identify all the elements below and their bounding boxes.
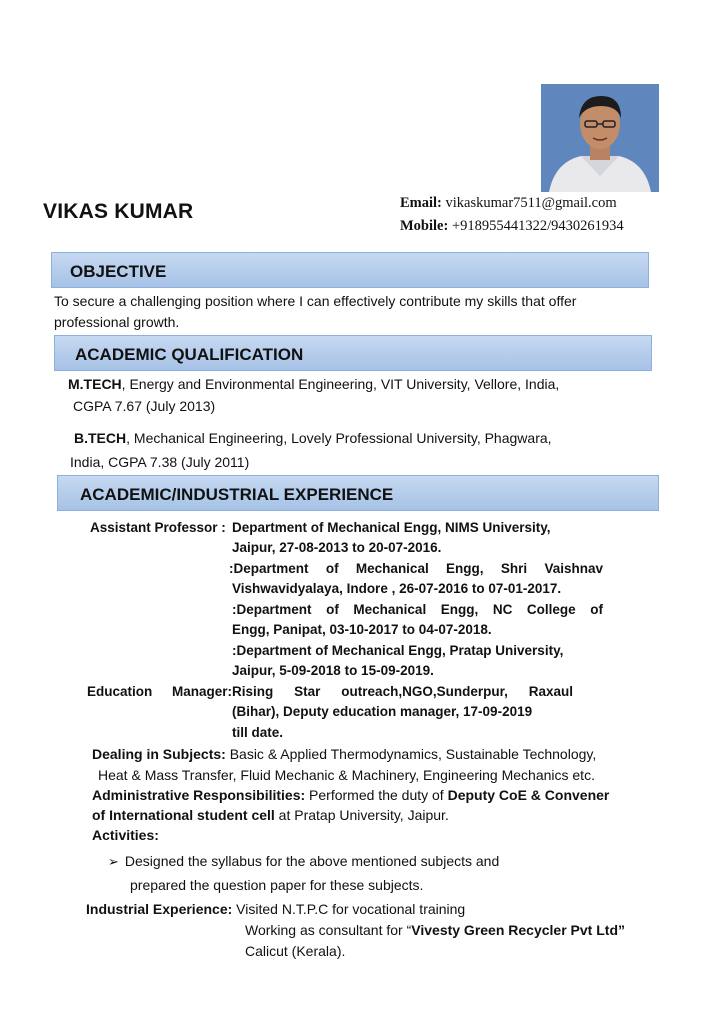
experience-heading: ACADEMIC/INDUSTRIAL EXPERIENCE	[80, 485, 394, 504]
mtech-line-2: CGPA 7.67 (July 2013)	[73, 398, 216, 414]
mobile-value: +918955441322/9430261934	[451, 218, 624, 234]
em-line-2: (Bihar), Deputy education manager, 17-09-2019	[232, 704, 533, 719]
industrial-line-2: Working as consultant for “Vivesty Green Recycler Pvt Ltd”	[245, 922, 625, 938]
mtech-degree: M.TECH	[68, 376, 122, 392]
email-line	[400, 195, 617, 212]
btech-line-1: B.TECH, Mechanical Engineering, Lovely Professional University, Phagwara,	[74, 430, 552, 446]
email-label: Email:	[400, 195, 442, 211]
objective-line-1: To secure a challenging position where I can effectively contribute my skills that offer	[54, 293, 577, 309]
ap-line-5: :Department of Mechanical Engg, NC College of	[232, 602, 603, 617]
btech-degree: B.TECH	[74, 430, 127, 446]
ap-line-7: :Department of Mechanical Engg, Pratap University,	[232, 643, 564, 658]
activities-label: Activities:	[92, 827, 159, 843]
email-value: vikaskumar7511@gmail.com	[445, 195, 617, 211]
education-manager-label: Education Manager:	[87, 684, 232, 699]
profile-photo	[541, 84, 659, 192]
industrial-label: Industrial Experience:	[86, 901, 233, 917]
objective-heading-bar	[51, 252, 649, 288]
ap-line-2: Jaipur, 27-08-2013 to 20-07-2016.	[232, 540, 442, 555]
academic-heading-bar	[54, 335, 652, 371]
objective-line-2: professional growth.	[54, 314, 180, 330]
industrial-line-3: Calicut (Kerala).	[245, 943, 346, 959]
assistant-professor-label: Assistant Professor :	[90, 520, 226, 535]
subjects-line-2: Heat & Mass Transfer, Fluid Mechanic & Machinery, Engineering Mechanics etc.	[98, 767, 595, 783]
btech-line-2: India, CGPA 7.38 (July 2011)	[70, 454, 250, 470]
ap-line-3: :Department of Mechanical Engg, Shri Vaishnav	[229, 561, 603, 576]
em-line-3: till date.	[232, 725, 284, 740]
admin-line-1: Administrative Responsibilities: Performed the duty of Deputy CoE & Convener	[92, 787, 610, 803]
activity-line-1: ➢ Designed the syllabus for the above mentioned subjects and	[108, 853, 500, 869]
subjects-label: Dealing in Subjects:	[92, 746, 226, 762]
mobile-line	[400, 218, 624, 235]
activity-line-2: prepared the question paper for these subjects.	[130, 877, 424, 893]
arrow-bullet-icon: ➢	[108, 854, 119, 869]
mobile-label: Mobile:	[400, 218, 449, 234]
academic-heading: ACADEMIC QUALIFICATION	[75, 345, 304, 364]
admin-line-2: of International student cell at Pratap University, Jaipur.	[92, 807, 449, 823]
mtech-line-1: M.TECH, Energy and Environmental Engineering, VIT University, Vellore, India,	[68, 376, 560, 392]
objective-heading: OBJECTIVE	[70, 262, 167, 281]
subjects-line-1: Dealing in Subjects: Basic & Applied Thermodynamics, Sustainable Technology,	[92, 746, 597, 762]
experience-heading-bar	[57, 475, 659, 511]
ap-line-4: Vishwavidyalaya, Indore , 26-07-2016 to 07-01-2017.	[232, 581, 562, 596]
ap-line-6: Engg, Panipat, 03-10-2017 to 04-07-2018.	[232, 622, 492, 637]
ap-line-1: Department of Mechanical Engg, NIMS University,	[232, 520, 551, 535]
admin-label: Administrative Responsibilities:	[92, 787, 306, 803]
industrial-line-1: Industrial Experience: Visited N.T.P.C for vocational training	[86, 901, 466, 917]
em-line-1: Rising Star outreach,NGO,Sunderpur, Raxaul	[232, 684, 573, 699]
ap-line-8: Jaipur, 5-09-2018 to 15-09-2019.	[232, 663, 434, 678]
candidate-name: VIKAS KUMAR	[43, 200, 194, 223]
